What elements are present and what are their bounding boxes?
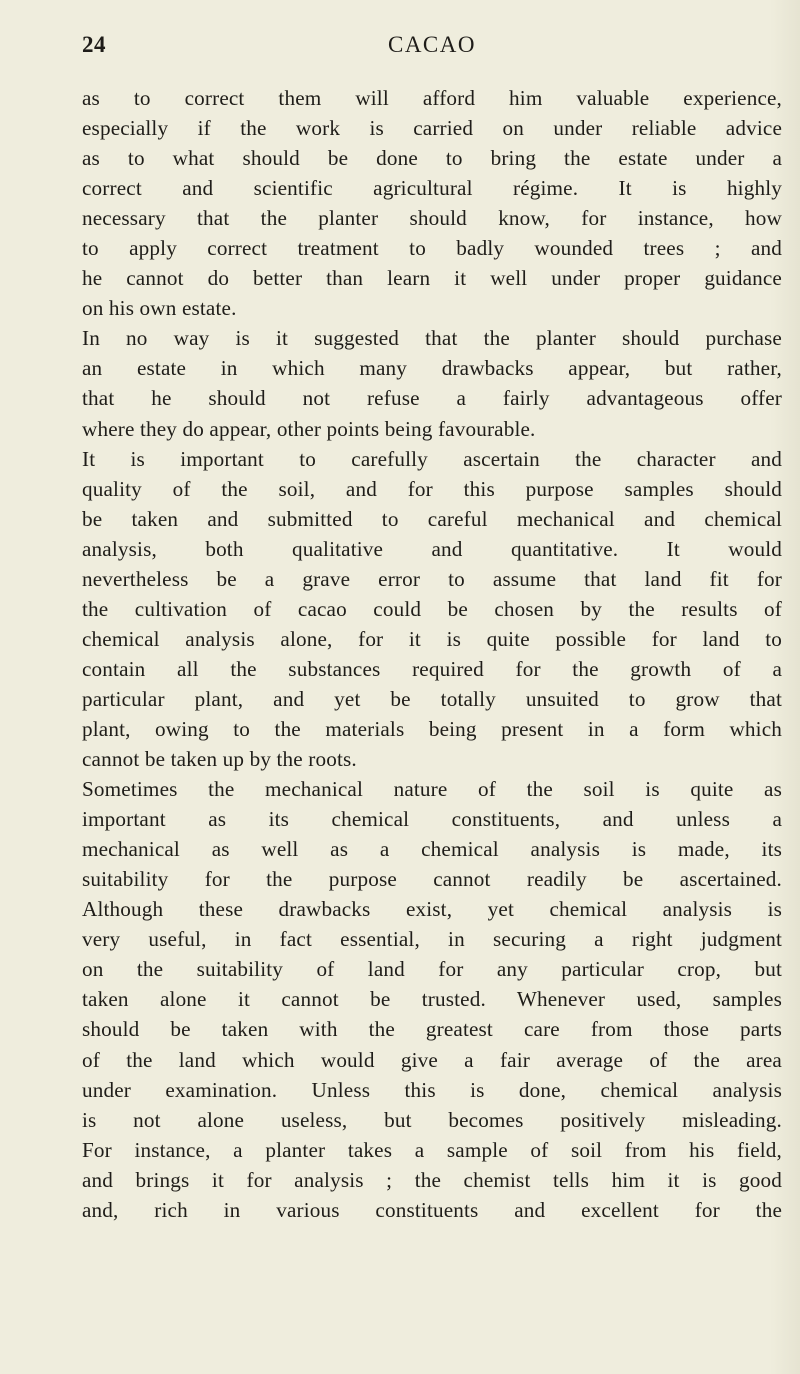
text-line: he cannot do better than learn it well under proper guidance	[82, 266, 782, 291]
page-number: 24	[82, 32, 106, 57]
text-line: contain all the substances required for the growth of a	[82, 656, 782, 681]
text-line: chemical analysis alone, for it is quite possible for land to	[82, 626, 782, 651]
body-text	[82, 83, 782, 1225]
text-line: on the suitability of land for any particular crop, but	[82, 957, 782, 982]
text-line: plant, owing to the materials being present in a form which	[82, 716, 782, 741]
text-line: and, rich in various constituents and excellent for the	[82, 1197, 782, 1222]
text-line: especially if the work is carried on under reliable advice	[82, 116, 782, 141]
text-line: necessary that the planter should know, for instance, how	[82, 206, 782, 231]
text-line: suitability for the purpose cannot readily be ascertained.	[82, 867, 782, 892]
text-line: For instance, a planter takes a sample of soil from his field,	[82, 1137, 782, 1162]
text-line: the cultivation of cacao could be chosen by the results of	[82, 596, 782, 621]
text-line: correct and scientific agricultural régime. It is highly	[82, 176, 782, 201]
text-line: and brings it for analysis ; the chemist tells him it is good	[82, 1167, 782, 1192]
text-line: very useful, in fact essential, in securing a right judgment	[82, 927, 782, 952]
text-line: under examination. Unless this is done, chemical analysis	[82, 1077, 782, 1102]
text-line: taken alone it cannot be trusted. Whenever used, samples	[82, 987, 782, 1012]
text-line: be taken and submitted to careful mechanical and chemical	[82, 506, 782, 531]
running-head	[82, 32, 782, 62]
text-line: on his own estate.	[82, 296, 237, 321]
text-line: where they do appear, other points being favourable.	[82, 416, 536, 441]
text-line: an estate in which many drawbacks appear, but rather,	[82, 356, 782, 381]
text-line: particular plant, and yet be totally unsuited to grow that	[82, 686, 782, 711]
text-line: nevertheless be a grave error to assume that land fit for	[82, 566, 782, 591]
text-line: mechanical as well as a chemical analysis is made, its	[82, 837, 782, 862]
text-line: In no way is it suggested that the planter should purchase	[82, 326, 782, 351]
text-line: cannot be taken up by the roots.	[82, 747, 357, 772]
text-line: to apply correct treatment to badly wounded trees ; and	[82, 236, 782, 261]
text-line: Although these drawbacks exist, yet chemical analysis is	[82, 897, 782, 922]
text-line: that he should not refuse a fairly advantageous offer	[82, 386, 782, 411]
text-line: of the land which would give a fair average of the area	[82, 1047, 782, 1072]
text-line: as to correct them will afford him valuable experience,	[82, 86, 782, 110]
text-line: as to what should be done to bring the estate under a	[82, 146, 782, 171]
text-line: Sometimes the mechanical nature of the soil is quite as	[82, 777, 782, 802]
text-line: should be taken with the greatest care from those parts	[82, 1017, 782, 1042]
text-line: quality of the soil, and for this purpose samples should	[82, 476, 782, 501]
running-title: CACAO	[387, 32, 476, 57]
text-line: It is important to carefully ascertain the character and	[82, 446, 782, 471]
text-line: is not alone useless, but becomes positively misleading.	[82, 1107, 782, 1132]
text-line: analysis, both qualitative and quantitative. It would	[82, 536, 782, 561]
text-line: important as its chemical constituents, and unless a	[82, 807, 782, 832]
